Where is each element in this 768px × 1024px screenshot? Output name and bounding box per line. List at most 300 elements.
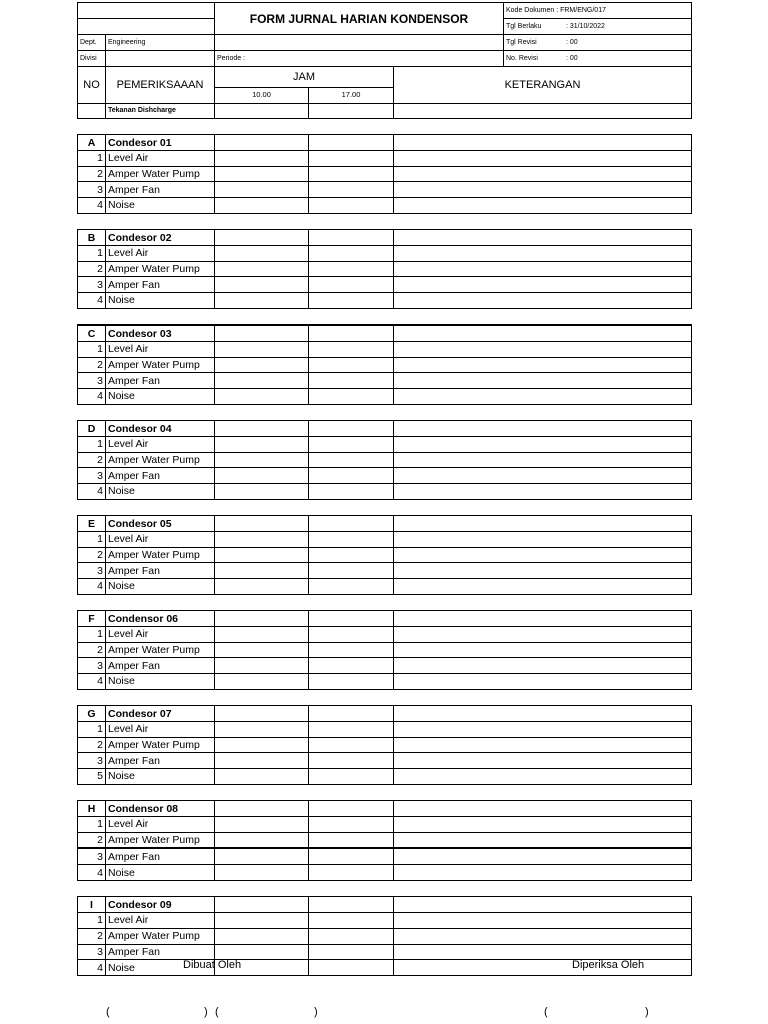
cell-keterangan[interactable] <box>394 389 692 405</box>
cell-time-2[interactable] <box>309 832 394 848</box>
cell-keterangan[interactable] <box>394 913 692 929</box>
row-number: 1 <box>78 627 106 643</box>
row-label: Amper Fan <box>106 277 215 293</box>
cell-time-2[interactable] <box>309 865 394 881</box>
cell-time-1[interactable] <box>215 674 309 690</box>
cell-keterangan[interactable] <box>394 532 692 548</box>
row-number: 5 <box>78 769 106 785</box>
row-label: Amper Water Pump <box>106 928 215 944</box>
row-number: 4 <box>78 960 106 976</box>
table-row <box>78 484 692 500</box>
cell-time-1[interactable] <box>215 484 309 500</box>
cell-time-2[interactable] <box>309 197 394 213</box>
cell-keterangan[interactable] <box>394 960 692 976</box>
cell-time-1[interactable] <box>215 832 309 848</box>
row-label: Noise <box>106 674 215 690</box>
row-label: Amper Fan <box>106 563 215 579</box>
row-label: Noise <box>106 865 215 881</box>
cell-time-1[interactable] <box>215 865 309 881</box>
cell-time-2[interactable] <box>309 166 394 182</box>
form-sheet <box>77 2 691 976</box>
table-row <box>78 722 692 738</box>
cell-time-2[interactable] <box>309 516 394 532</box>
section-header-row <box>78 516 692 532</box>
cell-time-1[interactable] <box>215 452 309 468</box>
row-label: Noise <box>106 960 215 976</box>
cell-time-2[interactable] <box>309 484 394 500</box>
cell-time-1[interactable] <box>215 627 309 643</box>
cell-time-1[interactable] <box>215 277 309 293</box>
table-row <box>78 737 692 753</box>
first-row-label: Tekanan Dishcharge <box>106 103 215 119</box>
cell-time-1[interactable] <box>215 389 309 405</box>
cell-keterangan[interactable] <box>394 801 692 817</box>
section-table <box>77 800 692 880</box>
cell-keterangan[interactable] <box>394 373 692 389</box>
cell-time-1[interactable] <box>215 706 309 722</box>
col-pemeriksaan: PEMERIKSAAAN <box>106 67 215 104</box>
row-label: Amper Water Pump <box>106 357 215 373</box>
cell-time-2[interactable] <box>309 468 394 484</box>
cell-keterangan[interactable] <box>394 468 692 484</box>
cell-time-2[interactable] <box>309 706 394 722</box>
cell-time-2[interactable] <box>309 325 394 341</box>
tgl-berlaku <box>504 19 692 35</box>
table-row <box>78 642 692 658</box>
cell-time-1[interactable] <box>215 642 309 658</box>
row-number: 3 <box>78 373 106 389</box>
cell-time-1[interactable] <box>215 897 309 913</box>
cell-time-2[interactable] <box>309 150 394 166</box>
row-number: H <box>78 801 106 817</box>
tgl-berlaku-label: Tgl Berlaku <box>506 22 542 30</box>
table-row <box>78 627 692 643</box>
periode-label: Periode : <box>215 51 504 67</box>
cell-time-2[interactable] <box>309 658 394 674</box>
row-number: 2 <box>78 547 106 563</box>
cell-time-2[interactable] <box>309 261 394 277</box>
row-label: Amper Water Pump <box>106 832 215 848</box>
table-row <box>78 865 692 881</box>
no-revisi <box>504 51 692 67</box>
cell-time-2[interactable] <box>309 436 394 452</box>
cell-time-1[interactable] <box>215 150 309 166</box>
row-number: A <box>78 135 106 151</box>
cell-time-1[interactable] <box>215 944 309 960</box>
cell-time-1[interactable] <box>215 516 309 532</box>
row-label: Level Air <box>106 532 215 548</box>
row-number: 4 <box>78 674 106 690</box>
cell-time-1[interactable] <box>215 357 309 373</box>
cell-time-2[interactable] <box>309 421 394 437</box>
row-number: C <box>78 325 106 341</box>
row-label: Condesor 07 <box>106 706 215 722</box>
row-label: Amper Fan <box>106 182 215 198</box>
cell-time-1[interactable] <box>215 769 309 785</box>
table-row <box>78 944 692 960</box>
cell-time-1[interactable] <box>215 547 309 563</box>
table-row <box>78 245 692 261</box>
table-row <box>78 292 692 308</box>
cell-time-2[interactable] <box>309 960 394 976</box>
row-label: Condesor 09 <box>106 897 215 913</box>
sig-3-open: ( <box>544 1006 548 1018</box>
cell-time-1[interactable] <box>215 658 309 674</box>
table-row <box>78 769 692 785</box>
cell-time-1[interactable] <box>215 135 309 151</box>
row-label: Amper Water Pump <box>106 452 215 468</box>
row-label: Amper Fan <box>106 944 215 960</box>
checked-by-label: Diperiksa Oleh <box>572 959 645 971</box>
table-row <box>78 674 692 690</box>
form-header-table <box>77 2 692 119</box>
cell-time-2[interactable] <box>309 245 394 261</box>
cell-keterangan[interactable] <box>394 135 692 151</box>
table-row <box>78 357 692 373</box>
row-label: Condesor 04 <box>106 421 215 437</box>
cell-time-2[interactable] <box>309 944 394 960</box>
cell-keterangan[interactable] <box>394 245 692 261</box>
row-number: E <box>78 516 106 532</box>
section-table <box>77 324 692 404</box>
cell-time-2[interactable] <box>309 897 394 913</box>
table-row <box>78 468 692 484</box>
cell-time-2[interactable] <box>309 292 394 308</box>
cell-keterangan[interactable] <box>394 421 692 437</box>
cell-keterangan[interactable] <box>394 737 692 753</box>
section-header-row <box>78 801 692 817</box>
row-number: 4 <box>78 579 106 595</box>
row-label: Amper Fan <box>106 753 215 769</box>
cell-keterangan[interactable] <box>394 197 692 213</box>
no-revisi-value: : 00 <box>566 54 578 62</box>
table-row <box>78 563 692 579</box>
cell-time-1[interactable] <box>215 166 309 182</box>
cell-keterangan[interactable] <box>394 484 692 500</box>
row-number: 3 <box>78 848 106 864</box>
cell-time-1[interactable] <box>215 801 309 817</box>
cell-keterangan[interactable] <box>394 658 692 674</box>
row-label: Level Air <box>106 341 215 357</box>
section-table <box>77 229 692 308</box>
cell-keterangan[interactable] <box>394 848 692 864</box>
row-label: Amper Water Pump <box>106 737 215 753</box>
row-label: Level Air <box>106 150 215 166</box>
table-row <box>78 197 692 213</box>
row-label: Condesor 01 <box>106 135 215 151</box>
cell-time-1[interactable] <box>215 182 309 198</box>
table-row <box>78 166 692 182</box>
cell-time-2[interactable] <box>309 579 394 595</box>
first-row-no <box>78 103 106 119</box>
cell-time-1[interactable] <box>215 928 309 944</box>
table-row <box>78 753 692 769</box>
cell-keterangan[interactable] <box>394 261 692 277</box>
row-number: D <box>78 421 106 437</box>
row-label: Condesor 03 <box>106 325 215 341</box>
col-jam: JAM <box>215 67 394 88</box>
cell-keterangan[interactable] <box>394 436 692 452</box>
table-row <box>78 452 692 468</box>
row-label: Noise <box>106 197 215 213</box>
sig-1-open: ( <box>106 1006 110 1018</box>
cell-keterangan[interactable] <box>394 642 692 658</box>
sig-3-close: ) <box>645 1006 649 1018</box>
cell-time-1[interactable] <box>215 197 309 213</box>
row-number: 4 <box>78 484 106 500</box>
row-number: 1 <box>78 722 106 738</box>
sig-2-close: ) <box>314 1006 318 1018</box>
cell-keterangan[interactable] <box>394 722 692 738</box>
row-label: Condesor 02 <box>106 230 215 246</box>
row-number: 2 <box>78 642 106 658</box>
cell-keterangan[interactable] <box>394 547 692 563</box>
row-number: 3 <box>78 182 106 198</box>
cell-time-1[interactable] <box>215 292 309 308</box>
cell-time-2[interactable] <box>309 928 394 944</box>
cell-time-2[interactable] <box>309 373 394 389</box>
cell-time-2[interactable] <box>309 182 394 198</box>
cell-time-1[interactable] <box>215 817 309 833</box>
cell-time-2[interactable] <box>309 801 394 817</box>
header-blank-3 <box>215 35 504 51</box>
row-label: Level Air <box>106 722 215 738</box>
cell-time-1[interactable] <box>215 436 309 452</box>
cell-keterangan[interactable] <box>394 516 692 532</box>
table-row <box>78 341 692 357</box>
row-number: 1 <box>78 817 106 833</box>
cell-keterangan[interactable] <box>394 150 692 166</box>
row-number: 1 <box>78 341 106 357</box>
cell-time-2[interactable] <box>309 722 394 738</box>
row-number: 4 <box>78 292 106 308</box>
section-header-row <box>78 230 692 246</box>
made-by-label: Dibuat Oleh <box>183 959 242 971</box>
row-number: 1 <box>78 532 106 548</box>
kode-dokumen: Kode Dokumen : FRM/ENG/017 <box>504 3 692 19</box>
cell-keterangan[interactable] <box>394 452 692 468</box>
table-row <box>78 182 692 198</box>
section-header-row <box>78 421 692 437</box>
cell-keterangan[interactable] <box>394 103 692 119</box>
row-number: I <box>78 897 106 913</box>
cell-time-1[interactable] <box>215 848 309 864</box>
cell-time-2[interactable] <box>309 389 394 405</box>
row-label: Amper Water Pump <box>106 547 215 563</box>
tgl-revisi <box>504 35 692 51</box>
cell-time-2[interactable] <box>309 103 394 119</box>
section-header-row <box>78 611 692 627</box>
cell-time-2[interactable] <box>309 357 394 373</box>
cell-keterangan[interactable] <box>394 182 692 198</box>
cell-time-1[interactable] <box>215 532 309 548</box>
row-label: Condesor 05 <box>106 516 215 532</box>
cell-time-2[interactable] <box>309 532 394 548</box>
col-time-2: 17.00 <box>309 88 394 104</box>
cell-time-2[interactable] <box>309 611 394 627</box>
cell-time-2[interactable] <box>309 769 394 785</box>
cell-keterangan[interactable] <box>394 341 692 357</box>
cell-time-2[interactable] <box>309 627 394 643</box>
row-number: 4 <box>78 865 106 881</box>
cell-keterangan[interactable] <box>394 230 692 246</box>
section-table <box>77 515 692 594</box>
row-label: Noise <box>106 769 215 785</box>
row-number: 2 <box>78 357 106 373</box>
row-number: 2 <box>78 737 106 753</box>
divisi-value[interactable] <box>106 51 215 67</box>
cell-time-2[interactable] <box>309 737 394 753</box>
cell-keterangan[interactable] <box>394 292 692 308</box>
row-number: 1 <box>78 150 106 166</box>
cell-time-2[interactable] <box>309 753 394 769</box>
cell-time-1[interactable] <box>215 753 309 769</box>
cell-time-1[interactable] <box>215 468 309 484</box>
section-header-row <box>78 897 692 913</box>
row-label: Amper Fan <box>106 468 215 484</box>
row-label: Amper Water Pump <box>106 166 215 182</box>
row-number: B <box>78 230 106 246</box>
cell-keterangan[interactable] <box>394 865 692 881</box>
cell-keterangan[interactable] <box>394 706 692 722</box>
col-keterangan: KETERANGAN <box>394 67 692 104</box>
cell-time-1[interactable] <box>215 563 309 579</box>
cell-time-2[interactable] <box>309 817 394 833</box>
cell-time-2[interactable] <box>309 230 394 246</box>
cell-time-2[interactable] <box>309 452 394 468</box>
section-header-row <box>78 325 692 341</box>
cell-keterangan[interactable] <box>394 832 692 848</box>
cell-time-2[interactable] <box>309 674 394 690</box>
dept-label: Dept. <box>78 35 106 51</box>
cell-time-2[interactable] <box>309 563 394 579</box>
divisi-label: Divisi <box>78 51 106 67</box>
row-label: Level Air <box>106 913 215 929</box>
cell-time-1[interactable] <box>215 737 309 753</box>
cell-time-1[interactable] <box>215 611 309 627</box>
row-number: 1 <box>78 436 106 452</box>
cell-keterangan[interactable] <box>394 944 692 960</box>
table-row <box>78 277 692 293</box>
cell-keterangan[interactable] <box>394 627 692 643</box>
section-table <box>77 420 692 499</box>
table-row <box>78 579 692 595</box>
col-time-1: 10.00 <box>215 88 309 104</box>
row-label: Amper Fan <box>106 373 215 389</box>
table-row <box>78 150 692 166</box>
cell-time-2[interactable] <box>309 913 394 929</box>
row-number: 3 <box>78 563 106 579</box>
cell-time-1[interactable] <box>215 261 309 277</box>
dept-value: Engineering <box>106 35 215 51</box>
row-label: Amper Fan <box>106 848 215 864</box>
cell-keterangan[interactable] <box>394 325 692 341</box>
cell-keterangan[interactable] <box>394 166 692 182</box>
cell-keterangan[interactable] <box>394 753 692 769</box>
row-label: Condensor 08 <box>106 801 215 817</box>
row-label: Amper Fan <box>106 658 215 674</box>
cell-time-2[interactable] <box>309 642 394 658</box>
cell-time-1[interactable] <box>215 341 309 357</box>
table-row <box>78 928 692 944</box>
tgl-revisi-label: Tgl Revisi <box>506 38 537 46</box>
row-label: Condensor 06 <box>106 611 215 627</box>
section-table <box>77 134 692 213</box>
cell-time-1[interactable] <box>215 913 309 929</box>
section-header-row <box>78 706 692 722</box>
row-number: 4 <box>78 197 106 213</box>
cell-time-2[interactable] <box>309 547 394 563</box>
cell-time-1[interactable] <box>215 103 309 119</box>
cell-keterangan[interactable] <box>394 897 692 913</box>
row-number: 2 <box>78 452 106 468</box>
table-row <box>78 373 692 389</box>
cell-keterangan[interactable] <box>394 277 692 293</box>
tgl-revisi-value: : 00 <box>566 38 578 46</box>
row-label: Level Air <box>106 245 215 261</box>
sections-container <box>77 134 691 976</box>
col-no: NO <box>78 67 106 104</box>
header-blank-2 <box>78 19 215 35</box>
cell-keterangan[interactable] <box>394 579 692 595</box>
cell-time-1[interactable] <box>215 579 309 595</box>
table-row <box>78 817 692 833</box>
section-header-row <box>78 135 692 151</box>
row-number: 3 <box>78 277 106 293</box>
sig-1-close: ) <box>204 1006 208 1018</box>
row-label: Noise <box>106 389 215 405</box>
row-label: Noise <box>106 484 215 500</box>
row-label: Level Air <box>106 436 215 452</box>
cell-time-1[interactable] <box>215 722 309 738</box>
row-label: Amper Water Pump <box>106 261 215 277</box>
row-number: G <box>78 706 106 722</box>
row-number: 3 <box>78 468 106 484</box>
cell-time-1[interactable] <box>215 325 309 341</box>
header-blank <box>78 3 215 19</box>
cell-time-2[interactable] <box>309 848 394 864</box>
row-number: 4 <box>78 389 106 405</box>
table-row <box>78 832 692 848</box>
cell-time-1[interactable] <box>215 421 309 437</box>
table-row <box>78 913 692 929</box>
cell-keterangan[interactable] <box>394 817 692 833</box>
row-number: 2 <box>78 166 106 182</box>
row-label: Level Air <box>106 627 215 643</box>
row-label: Level Air <box>106 817 215 833</box>
row-number: 3 <box>78 944 106 960</box>
cell-keterangan[interactable] <box>394 563 692 579</box>
cell-keterangan[interactable] <box>394 611 692 627</box>
cell-keterangan[interactable] <box>394 674 692 690</box>
row-number: 3 <box>78 658 106 674</box>
cell-time-2[interactable] <box>309 277 394 293</box>
cell-keterangan[interactable] <box>394 769 692 785</box>
cell-time-1[interactable] <box>215 373 309 389</box>
cell-keterangan[interactable] <box>394 928 692 944</box>
tgl-berlaku-value: : 31/10/2022 <box>566 22 605 30</box>
cell-time-2[interactable] <box>309 135 394 151</box>
cell-keterangan[interactable] <box>394 357 692 373</box>
cell-time-1[interactable] <box>215 230 309 246</box>
cell-time-1[interactable] <box>215 245 309 261</box>
table-row <box>78 658 692 674</box>
row-number: 2 <box>78 928 106 944</box>
cell-time-2[interactable] <box>309 341 394 357</box>
form-title: FORM JURNAL HARIAN KONDENSOR <box>215 3 504 35</box>
row-number: 3 <box>78 753 106 769</box>
row-label: Amper Water Pump <box>106 642 215 658</box>
